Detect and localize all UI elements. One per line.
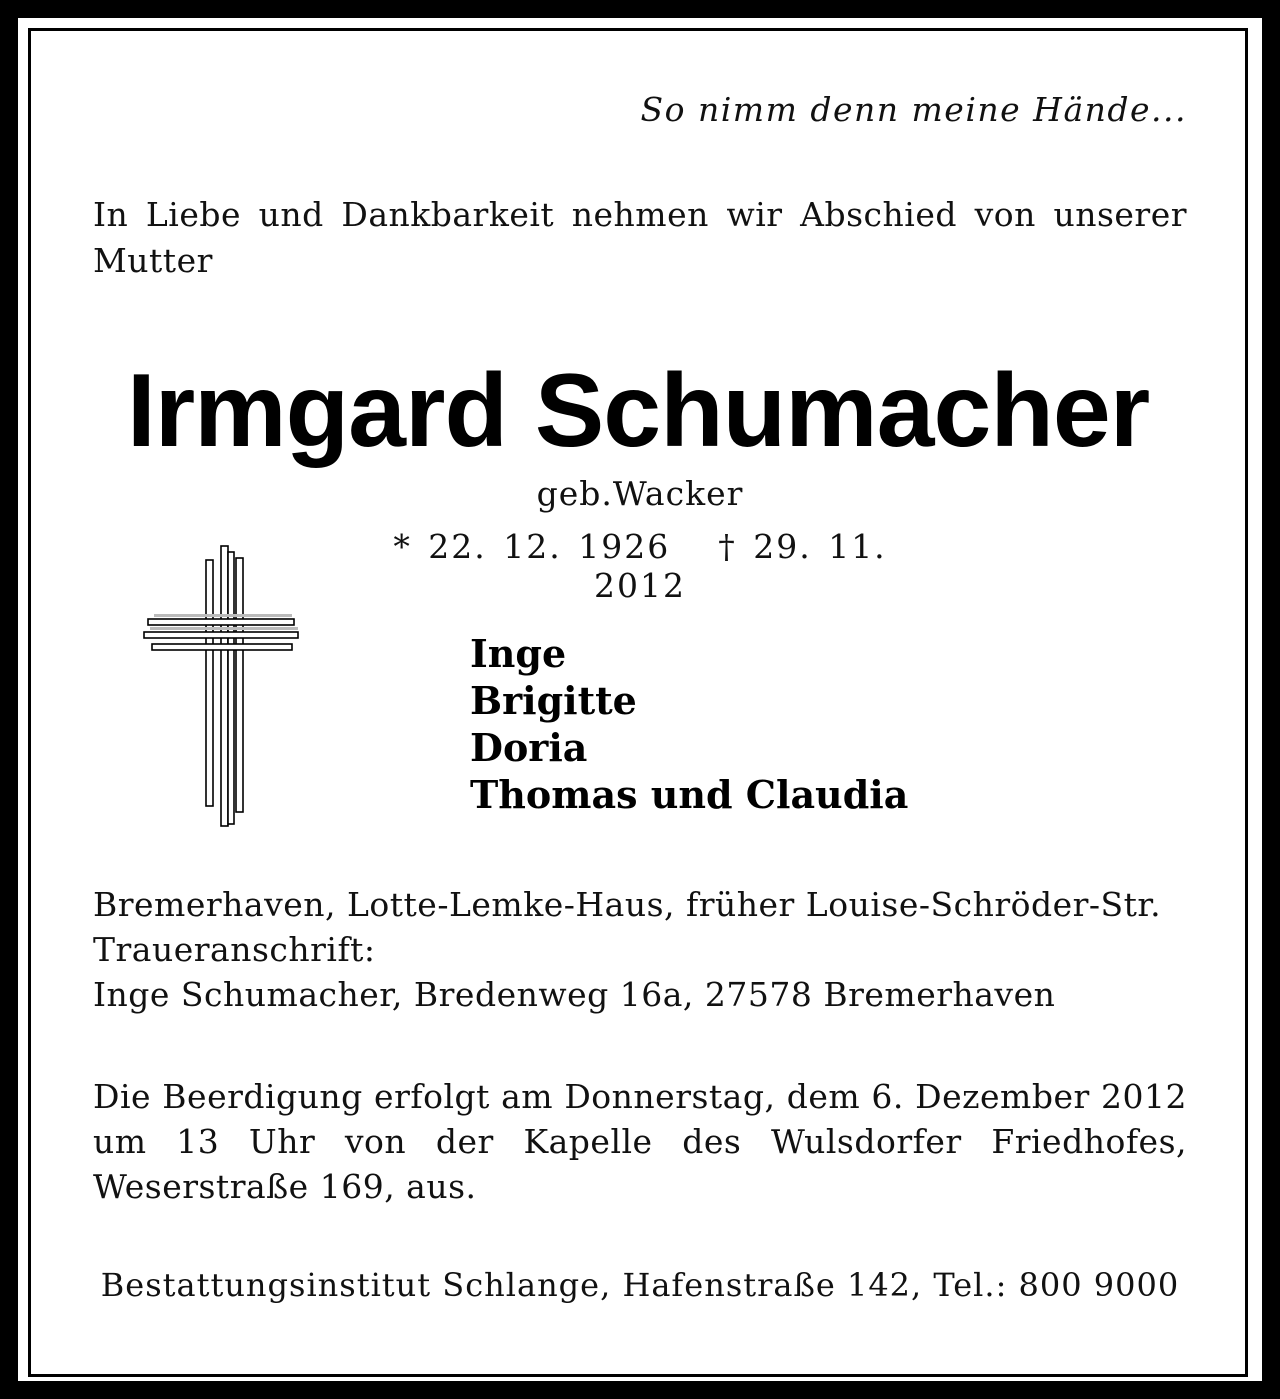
birth-date: * 22. 12. 1926 (393, 527, 671, 566)
address-block (93, 882, 1187, 1017)
mourning-address-label: Traueranschrift: (93, 930, 376, 969)
intro-text: In Liebe und Dankbarkeit nehmen wir Abschied von unserer Mutter (93, 195, 1187, 280)
mourning-address: Inge Schumacher, Bredenweg 16a, 27578 Bremerhaven (93, 975, 1056, 1014)
mourner-name: Doria (470, 725, 588, 770)
residence-line: Bremerhaven, Lotte-Lemke-Haus, früher Louise-Schröder-Str. (93, 885, 1162, 924)
motto: So nimm denn meine Hände... (640, 90, 1187, 129)
mourner-name: Thomas und Claudia (470, 772, 909, 817)
undertaker-line: Bestattungsinstitut Schlange, Hafenstraße 142, Tel.: 800 9000 (100, 1266, 1180, 1304)
funeral-notice: Die Beerdigung erfolgt am Donnerstag, dem 6. Dezember 2012 um 13 Uhr von der Kapelle des Wulsdorfer Friedhofes, Weserstraße 169, aus. (93, 1077, 1187, 1206)
deceased-name: Irmgard Schumacher (126, 353, 1150, 469)
mourner-name: Brigitte (470, 678, 637, 723)
maiden-name: geb.Wacker (536, 474, 744, 513)
mourners-list (470, 630, 908, 818)
death-date: † 29. 11. 2012 (594, 527, 887, 605)
life-dates (340, 527, 940, 605)
mourner-name: Inge (470, 631, 567, 676)
cross-icon (140, 542, 302, 830)
